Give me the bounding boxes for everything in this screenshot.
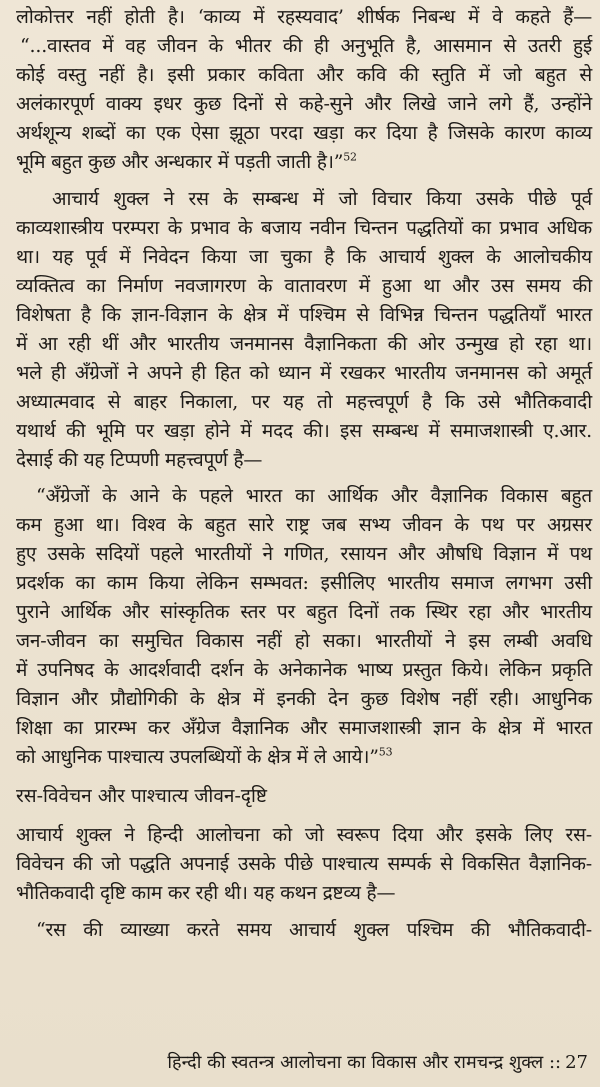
text-line: अध्यात्मवाद से बाहर निकाला, पर यह तो महत्त्वपूर्ण है कि उसे भौतिकवादी <box>16 391 592 413</box>
text-line: “...वास्तव में वह जीवन के भीतर की ही अनुभूति है, आसमान से उतरी हुई <box>20 35 592 57</box>
text-line: विवेचन की जो पद्धति अपनाई उसके पीछे पाश्चात्य सम्पर्क से विकसित वैज्ञानिक- <box>16 853 592 875</box>
text-line: कम हुआ था। विश्व के बहुत सारे राष्ट्र जब सभ्य जीवन के पथ पर अग्रसर <box>16 514 592 536</box>
text-line: कोई वस्तु नहीं है। इसी प्रकार कविता और कवि की स्तुति में जो बहुत से <box>16 64 592 86</box>
footnote-ref: 53 <box>378 745 393 759</box>
text-line: पुराने आर्थिक और सांस्कृतिक स्तर पर बहुत दिनों तक स्थिर रहा और भारतीय <box>16 601 592 623</box>
text-line: “अँग्रेजों के आने के पहले भारत का आर्थिक और वैज्ञानिक विकास बहुत <box>36 485 592 507</box>
text-line: देसाई की यह टिप्पणी महत्त्वपूर्ण है— <box>16 449 263 471</box>
section-heading: रस-विवेचन और पाश्चात्य जीवन-दृष्टि <box>16 785 267 807</box>
page-footer <box>142 1050 588 1076</box>
page-number: 27 <box>565 1052 588 1073</box>
text-line: विज्ञान और प्रौद्योगिकी के क्षेत्र में इनकी देन कुछ विशेष नहीं रही। आधुनिक <box>16 688 592 710</box>
text-line: में आ रही थीं और भारतीय जनमानस वैज्ञानिकता की ओर उन्मुख हो रहा था। <box>16 333 592 355</box>
text-line: आचार्य शुक्ल ने हिन्दी आलोचना को जो स्वरूप दिया और इसके लिए रस- <box>16 824 592 846</box>
text-line: जन-जीवन का समुचित विकास नहीं हो सका। भारतीयों ने इस लम्बी अवधि <box>16 630 592 652</box>
text-line: विशेषता है कि ज्ञान-विज्ञान के क्षेत्र में पश्चिम से विभिन्न चिन्तन पद्धतियाँ भारत <box>16 304 592 326</box>
text-line: आचार्य शुक्ल ने रस के सम्बन्ध में जो विचार किया उसके पीछे पूर्व <box>52 188 592 210</box>
text-line: “रस की व्याख्या करते समय आचार्य शुक्ल पश्चिम की भौतिकवादी- <box>36 919 592 941</box>
text-line <box>16 744 592 770</box>
text-line: था। यह पूर्व में निवेदन किया जा चुका है कि आचार्य शुक्ल के आलोचकीय <box>16 246 592 268</box>
footnote-ref: 52 <box>343 150 357 164</box>
text-line: प्रदर्शक का काम किया लेकिन सम्भवत: इसीलिए भारतीय समाज लगभग उसी <box>16 572 592 594</box>
text-line <box>16 149 592 175</box>
text-line: लोकोत्तर नहीं होती है। ‘काव्य में रहस्यवाद’ शीर्षक निबन्ध में वे कहते हैं— <box>16 6 592 28</box>
text-line: यथार्थ की भूमि पर खड़ा होने में मदद की। इस सम्बन्ध में समाजशास्त्री ए.आर. <box>16 420 592 442</box>
text-line: काव्यशास्त्रीय परम्परा के प्रभाव के बजाय नवीन चिन्तन पद्धतियों का प्रभाव अधिक <box>16 217 592 239</box>
text-line: हुए उसके सदियों पहले भारतीयों ने गणित, रसायन और औषधि विज्ञान में पथ <box>16 543 592 565</box>
text-line: शिक्षा का प्रारम्भ कर अँग्रेज वैज्ञानिक और समाजशास्त्री ज्ञान के क्षेत्र में भारत <box>16 717 592 739</box>
text-line: में उपनिषद के आदर्शवादी दर्शन के अनेकानेक भाष्य प्रस्तुत किये। लेकिन प्रकृति <box>16 659 592 681</box>
text-line-content: भूमि बहुत कुछ और अन्धकार में पड़ती जाती है।” <box>16 151 344 173</box>
running-title: हिन्दी की स्वतन्त्र आलोचना का विकास और रामचन्द्र शुक्ल :: <box>167 1052 562 1073</box>
text-line: अलंकारपूर्ण वाक्य इधर कुछ दिनों से कहे-सुने और लिखे जाने लगे हैं, उन्होंने <box>16 93 592 115</box>
text-line: अर्थशून्य शब्दों का एक ऐसा झूठा परदा खड़ा कर दिया है जिसके कारण काव्य <box>16 122 592 144</box>
text-line: भले ही अँग्रेजों ने अपने ही हित को ध्यान में रखकर भारतीय जनमानस को अमूर्त <box>16 362 592 384</box>
text-line: भौतिकवादी दृष्टि काम कर रही थी। यह कथन द्रष्टव्य है— <box>16 882 396 904</box>
text-line-content: को आधुनिक पाश्चात्य उपलब्धियों के क्षेत्र में ले आये।” <box>16 746 379 768</box>
text-line: व्यक्तित्व का निर्माण नवजागरण के वातावरण में हुआ था और उस समय की <box>16 275 592 297</box>
